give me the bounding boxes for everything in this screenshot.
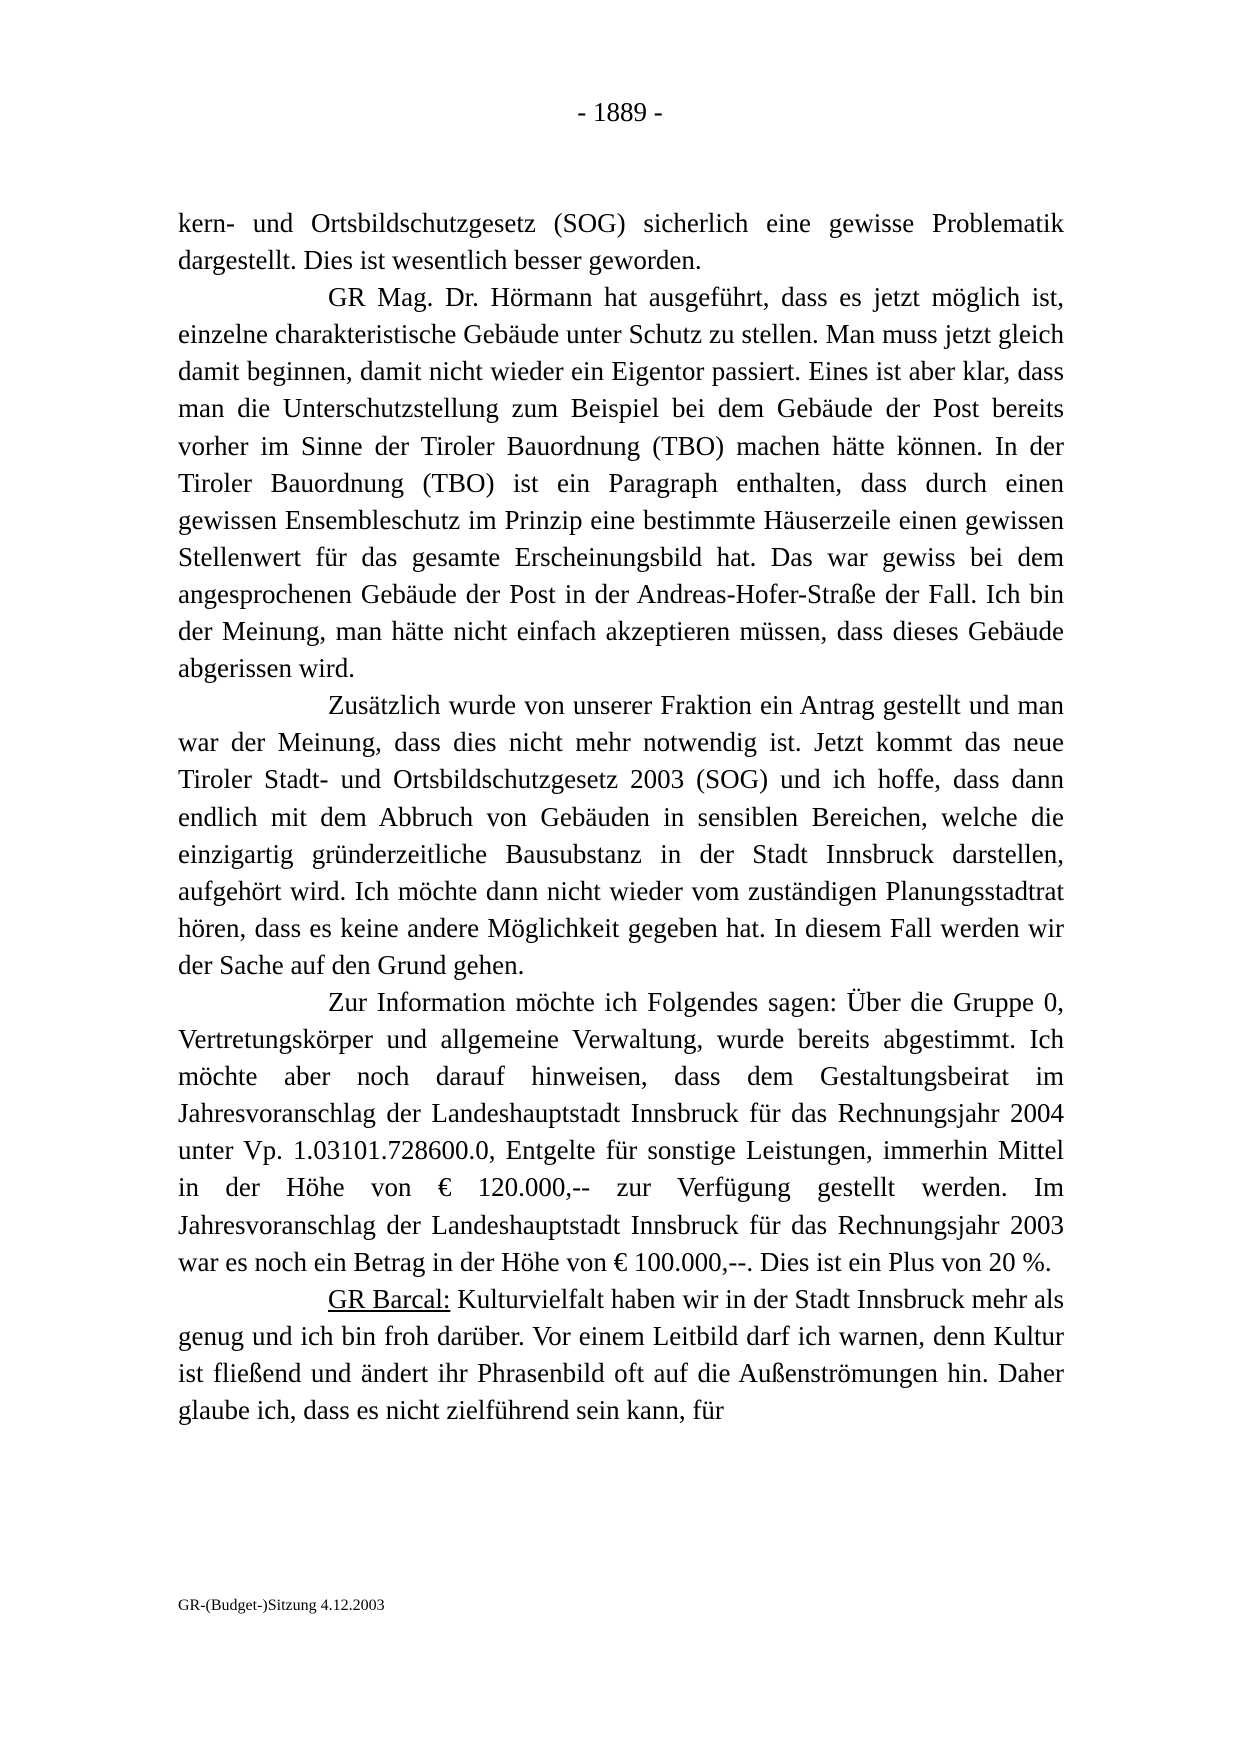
paragraph-information: Zur Information möchte ich Folgendes sagen: Über die Gruppe 0, Vertretungskörper und allgemeine Verwaltung, wurde bereits abgestimmt. Ich möchte aber noch darauf hinweisen, dass dem Gestaltungsbeirat im Jahresvoranschlag der Landeshauptstadt Innsbruck für das Rechnungsjahr 2004 unter Vp. 1.03101.728600.0, Entgelte für sonstige Leistungen, immerhin Mittel in der Höhe von € 120.000,-- zur Verfügung gestellt werden. Im Jahresvoranschlag der Landeshauptstadt Innsbruck für das Rechnungsjahr 2003 war es noch ein Betrag in der Höhe von € 100.000,--. Dies ist ein Plus von 20 %. [178, 986, 1064, 1277]
paragraph-continuation: kern- und Ortsbildschutzgesetz (SOG) sicherlich eine gewisse Problematik dargestellt. Dies ist wesentlich besser geworden. [178, 208, 1064, 276]
paragraph-barcal [178, 1281, 1064, 1429]
paragraph-antrag: Zusätzlich wurde von unserer Fraktion ein Antrag gestellt und man war der Meinung, dass dies nicht mehr notwendig ist. Jetzt kommt das neue Tiroler Stadt- und Ortsbildschutzgesetz 2003 (SOG) und ich hoffe, dass dann endlich mit dem Abbruch von Gebäuden in sensiblen Bereichen, welche die einzigartig gründerzeitliche Bausubstanz in der Stadt Innsbruck darstellen, aufgehört wird. Ich möchte dann nicht wieder vom zuständigen Planungsstadtrat hören, dass es keine andere Möglichkeit gegeben hat. In diesem Fall werden wir der Sache auf den Grund gehen. [178, 690, 1064, 980]
speaker-name: GR Barcal: [328, 1283, 451, 1314]
footer-session-label: GR-(Budget-)Sitzung 4.12.2003 [178, 1597, 385, 1614]
speaker-statement: Kulturvielfalt haben wir in der Stadt Innsbruck mehr als genug und ich bin froh darüber. Vor einem Leitbild darf ich warnen, denn Kultur ist fließend und ändert ihr Phrasenbild oft auf die Außenströmungen hin. Daher glaube ich, dass es nicht zielführend sein kann, für [178, 1283, 1065, 1425]
paragraph-hoermann: GR Mag. Dr. Hörmann hat ausgeführt, dass es jetzt möglich ist, einzelne charakteristische Gebäude unter Schutz zu stellen. Man muss jetzt gleich damit beginnen, damit nicht wieder ein Eigentor passiert. Eines ist aber klar, dass man die Unterschutzstellung zum Beispiel bei dem Gebäude der Post bereits vorher im Sinne der Tiroler Bauordnung (TBO) machen hätte können. In der Tiroler Bauordnung (TBO) ist ein Paragraph enthalten, dass durch einen gewissen Ensembleschutz im Prinzip eine bestimmte Häuserzeile einen gewissen Stellenwert für das gesamte Erscheinungsbild hat. Das war gewiss bei dem angesprochenen Gebäude der Post in der Andreas-Hofer-Straße der Fall. Ich bin der Meinung, man hätte nicht einfach akzeptieren müssen, dass dieses Gebäude abgerissen wird. [178, 282, 1064, 684]
document-body [178, 205, 1064, 1429]
page-number: - 1889 - [577, 97, 663, 127]
